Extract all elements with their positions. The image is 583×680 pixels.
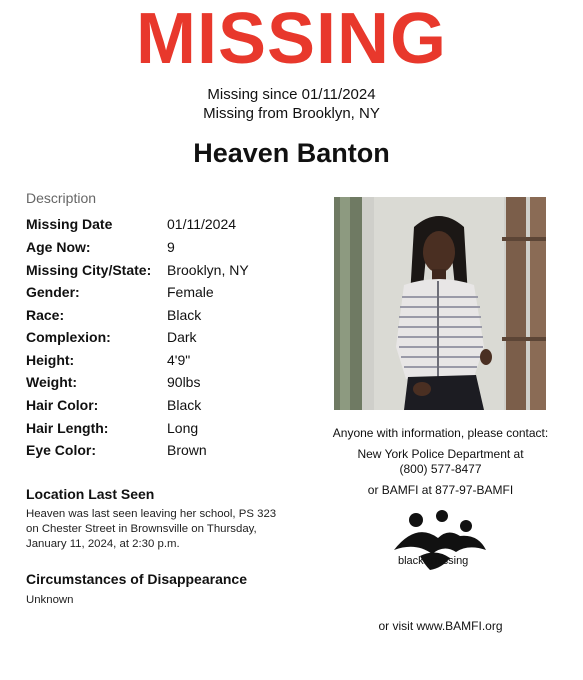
field-label: Missing City/State: — [26, 262, 152, 278]
contact-bamfi: or BAMFI at 877-97-BAMFI — [367, 483, 514, 497]
description-label: Description — [26, 190, 97, 206]
field-value: Brown — [167, 442, 207, 458]
missing-from-text: Missing from Brooklyn, NY — [203, 105, 380, 122]
field-value: Dark — [167, 329, 197, 345]
location-heading: Location Last Seen — [26, 486, 155, 502]
field-label: Weight: — [26, 374, 78, 390]
field-label: Height: — [26, 352, 75, 368]
field-value: 9 — [167, 239, 175, 255]
location-line: on Chester Street in Brownsville on Thursday, — [26, 523, 257, 535]
field-value: 4'9" — [167, 352, 191, 368]
missing-since-text: Missing since 01/11/2024 — [207, 86, 376, 103]
field-label: Missing Date — [26, 216, 113, 232]
field-value: Black — [167, 397, 202, 413]
field-value: 01/11/2024 — [167, 216, 237, 232]
location-text — [26, 507, 301, 552]
field-label: Gender: — [26, 284, 80, 300]
field-label: Hair Color: — [26, 397, 99, 413]
missing-title: MISSING — [135, 0, 448, 79]
field-label: Eye Color: — [26, 442, 97, 458]
circumstances-text: Unknown — [26, 594, 74, 606]
circumstances-heading: Circumstances of Disappearance — [26, 571, 247, 587]
black-and-missing-logo — [386, 510, 496, 580]
field-label: Hair Length: — [26, 420, 109, 436]
field-value: Female — [167, 284, 214, 300]
person-name: Heaven Banton — [193, 138, 390, 168]
field-value: Brooklyn, NY — [167, 262, 249, 278]
field-value: 90lbs — [167, 374, 201, 390]
field-value: Black — [167, 307, 202, 323]
contact-phone: (800) 577-8477 — [399, 462, 482, 476]
location-line: January 11, 2024, at 2:30 p.m. — [26, 538, 180, 550]
field-label: Complexion: — [26, 329, 111, 345]
field-label: Age Now: — [26, 239, 91, 255]
field-label: Race: — [26, 307, 65, 323]
field-value: Long — [167, 420, 199, 436]
contact-intro: Anyone with information, please contact: — [332, 426, 549, 440]
contact-agency: New York Police Department at — [357, 447, 524, 461]
location-line: Heaven was last seen leaving her school, PS 323 — [26, 508, 277, 520]
missing-person-photo — [334, 197, 546, 410]
contact-website: or visit www.BAMFI.org — [378, 619, 503, 633]
logo-text: black&missing — [398, 555, 469, 567]
